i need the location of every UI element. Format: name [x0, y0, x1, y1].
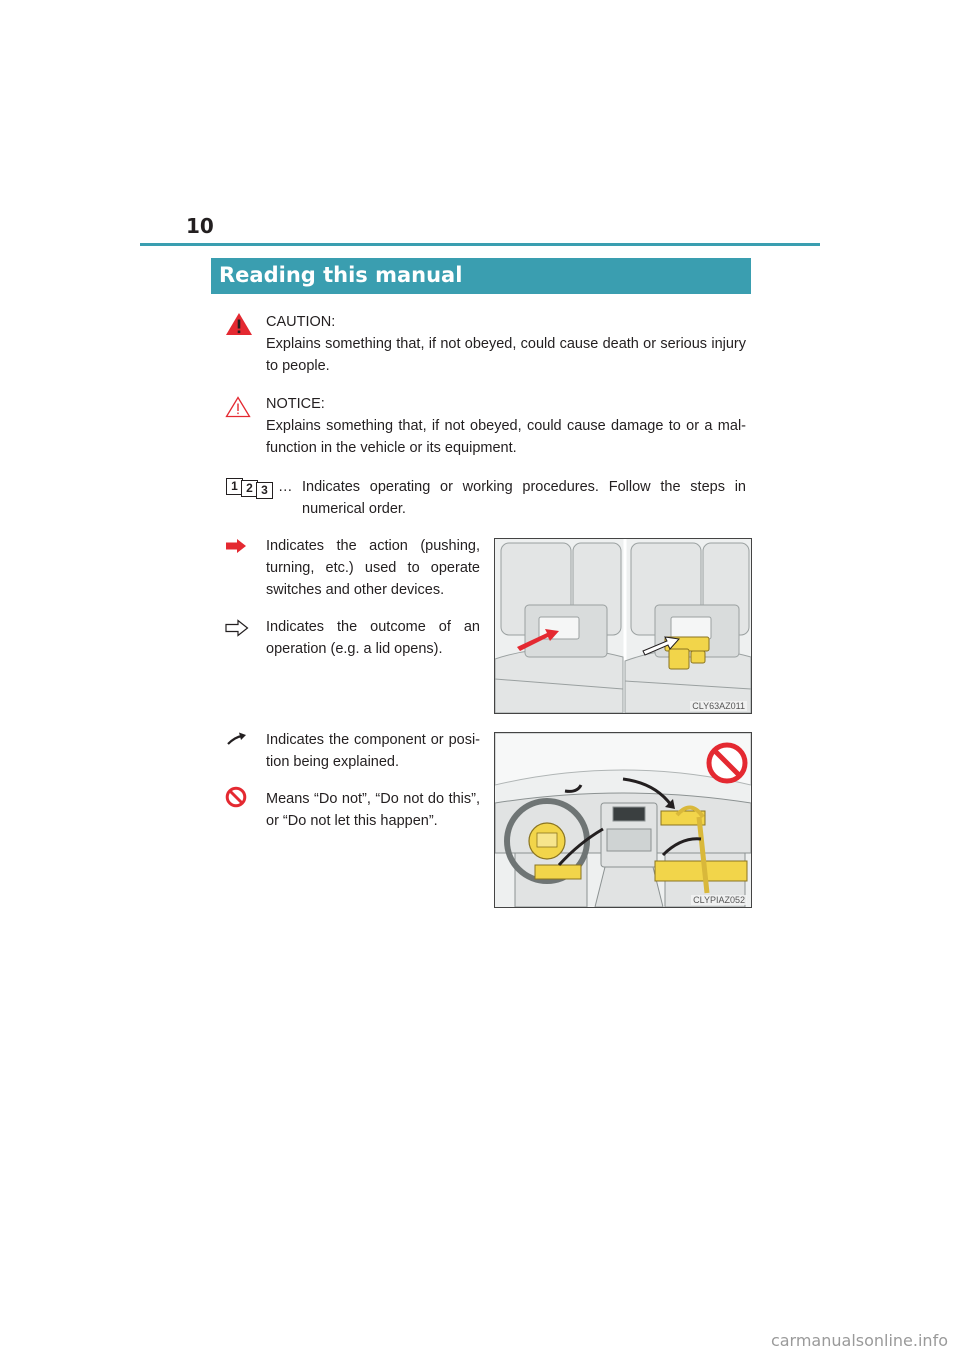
action-text: Indicates the action (pushing, turning, etc.) used to operate switches and other devices. [266, 538, 480, 598]
notice-text: Explains something that, if not obeyed, could cause damage to or a mal-function in the vehicle or its equipment. [266, 418, 746, 456]
section-title: Reading this manual [211, 258, 751, 294]
dashboard-figure-code: CLYPIAZ052 [693, 895, 745, 905]
step-number-icon: 3 [256, 482, 273, 499]
armrest-figure [494, 538, 752, 714]
step-number-icon: 1 [226, 478, 243, 495]
dashboard-figure [494, 732, 752, 908]
caution-triangle-icon [225, 312, 253, 336]
do-not-text: Means “Do not”, “Do not do this”, or “Do not let this happen”. [266, 791, 480, 829]
caution-label: CAUTION: [266, 314, 336, 330]
page-number: 10 [186, 214, 214, 238]
component-pointer-icon [225, 731, 247, 747]
component-text: Indicates the component or posi-tion being explained. [266, 732, 480, 770]
caution-text: Explains something that, if not obeyed, could cause death or serious injury to people. [266, 336, 746, 374]
watermark: carmanualsonline.info [770, 1331, 948, 1350]
action-arrow-icon [225, 538, 247, 554]
dashboard-illustration [495, 733, 751, 907]
steps-dots: … [278, 479, 293, 495]
notice-label: NOTICE: [266, 396, 325, 412]
notice-entry [266, 393, 746, 459]
prohibition-icon [225, 786, 247, 808]
header-rule [140, 243, 820, 246]
steps-text: Indicates operating or working procedures. Follow the steps in numerical order. [302, 479, 746, 517]
armrest-figure-code: CLY63AZ011 [692, 701, 745, 711]
notice-triangle-icon [225, 396, 251, 418]
caution-entry [266, 311, 746, 377]
outcome-text: Indicates the outcome of an operation (e.g. a lid opens). [266, 619, 480, 657]
step-number-icon: 2 [241, 480, 258, 497]
armrest-illustration [495, 539, 751, 713]
outcome-arrow-icon [225, 619, 249, 637]
